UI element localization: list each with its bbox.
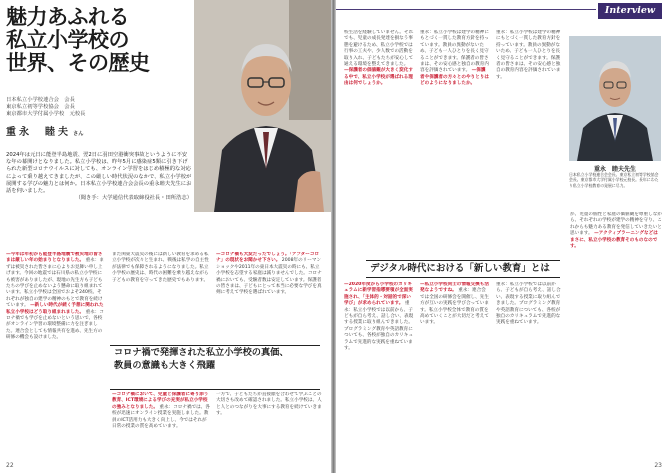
body-column-1 [344, 30, 414, 255]
section-tag: Interview [598, 3, 662, 19]
article-title [6, 6, 196, 75]
section-header [336, 0, 668, 20]
answer-text: 重永：私立小学校では以前から、子どもが自ら考え、話し合い、表現する授業に取り組んできました。プログラミング教育や英語教育についても、各校が独自のカリキュラムで先進的な実践を重ねています。 [496, 282, 561, 326]
interviewee-affiliations [6, 97, 85, 118]
interviewee-photo [194, 0, 331, 212]
interviewee-photo-illustration [194, 0, 331, 212]
portrait-caption-bio: 日本私立小学校連合会会長。東京私立初等学校協会会長。東京都市大学付属小学校元校長。長年にわたり私立小学校教育の発展に尽力。 [569, 172, 659, 188]
answer-text: 2008年のリーマンショックや2011年の東日本大震災の時にも、私立小学校を志望する家庭は減りませんでした。コロナ禍においても、受験者数は安定しています。保護者の皆さまは、子どもにとって本当に必要な学びを真剣に考えて学校を選ばれています。 [216, 258, 322, 296]
answer-text: 重永：私立小学校では以前から、子どもが自ら考え、話し合い、表現する授業に取り組んできました。プログラミング教育や英語教育についても、各校が独自のカリキュラムで先進的な実践を重ねています。 [344, 301, 414, 352]
answer-text: 重永：コロナ禍でも学びを止めないという思いで、各校がオンライン学習の環境整備に力を注ぎました。連合会としても情報共有を進め、先生方の研修の機会も設けました。 [6, 309, 104, 341]
title-line-3: 世界、その歴史 [6, 50, 150, 75]
body-column-2 [420, 30, 490, 255]
question-text: —新しい時代が続く予想に関われた私立小学校はどう取り組まれました。 [6, 303, 104, 315]
body-column-5 [420, 282, 490, 462]
page-number-right: 23 [654, 462, 662, 469]
body-column-3 [216, 252, 324, 342]
header-rule [336, 9, 596, 10]
answer-text: 重永：私立小学校は建学の精神にもとづく一貫した教育方針を持っています。教員の異動がないため、子ども一人ひとりを長く見守ることができます。保護者の皆さまは、その安心感と独自の教育内容を評価されています。 [496, 30, 561, 80]
left-page [0, 0, 331, 473]
lead-paragraph [6, 152, 192, 202]
interviewee-name [6, 123, 84, 138]
section-heading [110, 345, 320, 390]
answer-text: 重永：まずは被災された皆さまに心よりお見舞い申し上げます。今回の地震では石川県の私立小学校にも被害がありましたが、現地の先生方も子どもたちの学びを止めないよう懸命に取り組まれています。私立小学校は全国でおよそ240校。それぞれが独自の建学の精神のもとで教育を続けています。 [6, 258, 104, 309]
lead-text: 2024年は元日に能登半島地震、翌2日に羽田空港衝突事故というように不安な年の幕開けとなりました。私立小学校は、昨年5月に感染症5類に引き下げられた新型コロナウイルスに対しても、オンライン学習をはじめ積極的な対応によって乗り越えてきましたが、この厳しい時代状況のなかで、私立小学校が展開する学びの魅力とは何か。日本私立小学校連合会会長の重永睦夫先生にお話を伺いました。 [6, 152, 192, 195]
body-column-3 [496, 30, 564, 255]
answer-text: が、児童の個性と家庭の価値観を尊重しながら、それぞれの学校が建学の精神を守り、これからも魅力ある教育を発信していきたいと思います。 [570, 212, 662, 237]
interviewee-honorific: さん [73, 131, 84, 137]
answer-text: 重永：連合会では全国の研修会を開催し、先生方が互いの実践を学び合っています。私立小学校全体で教育の質を高めていくことが大切だと考えています。 [420, 288, 489, 326]
section-heading-line-1: コロナ禍で発揮された私立小学校の真価、 [114, 347, 289, 358]
body-column-2 [112, 252, 210, 342]
question-text: —コロナ禍において、児童と保護者に寄り添う教育、ICT環境による学びの充実が私立小学校の強みとなりました。 [112, 392, 209, 410]
question-text: —コロナ禍も大変だったでしょう。「アフターコロナ」の現状をお聞かせ下さい。 [216, 252, 320, 264]
page-number-left: 22 [6, 462, 14, 469]
answer-text: 校生活を経験していません。それでも、児童の成長発達を損なう事態を避けるため、私立小学校では行事の工夫や、少人数での活動を取り入れ、子どもたちが安心して通える環境を整えてきました。 [344, 30, 414, 68]
question-text: —アクティブラーニングなどはまさに、私立小学校の教育そのものなのです。 [570, 231, 658, 250]
affiliation-line: 日本私立小学校連合会 会長 [6, 97, 75, 103]
body-column-4 [112, 392, 210, 460]
answer-text: 一方で、子どもたちが直接顔を合わせて学ぶことの大切さも改めて確認されました。私立小学校は、人と人とのつながりを大事にする教育を続けていきます。 [216, 392, 322, 417]
question-text: —今年は年初から能登半島地震で被災地の皆さまは厳しい年の始まりとなりました。 [6, 252, 103, 264]
question-text: —保護者の価値観が大きく変化する中で、私立小学校が選ばれる理由は何でしょうか。 [344, 68, 413, 87]
body-column-7 [570, 212, 662, 462]
interviewee-portrait-illustration [569, 36, 661, 161]
body-column-6 [496, 282, 564, 462]
title-line-2: 私立小学校の [6, 27, 129, 52]
answer-text: 重永：私立小学校は建学の精神にもとづく一貫した教育方針を持っています。教員の異動がないため、子ども一人ひとりを長く見守ることができます。保護者の皆さまは、その安心感と独自の教育内容を評価されています。 [420, 30, 489, 74]
affiliation-line: 東京私立初等学校協会 会長 [6, 104, 75, 110]
question-text: —2020年度から小学校のカリキュラムに新学習指導要領が全面実施され、「主体的・対話的で深い学び」が求められています。 [344, 282, 413, 307]
body-column-5 [216, 392, 324, 460]
question-text: —私立小学校同士の情報交換も活発なようですね。 [420, 282, 489, 294]
portrait-caption-name: 重永 睦夫先生 [593, 166, 636, 173]
body-column-4 [344, 282, 414, 462]
body-column-1 [6, 252, 104, 462]
title-line-1: 魅力あふれる [6, 4, 129, 29]
interviewee-portrait [569, 36, 661, 161]
answer-text: 重永：コロナ禍では、各校が迅速にオンライン授業を実施しました。教員のICT活用力も大きく向上し、今ではそれが日常の授業の質を高めています。 [112, 404, 210, 430]
lead-listener-credit: （聞き手：大学通信代表取締役社長・田所浩志） [75, 195, 192, 202]
section-heading-line-2: 教員の意識も大きく飛躍 [114, 360, 216, 371]
right-page [336, 0, 668, 473]
interviewee-name-text: 重永 睦夫 [6, 127, 71, 138]
affiliation-line: 東京都市大学付属小学校 元校長 [6, 111, 86, 117]
answer-text: また関東大震災の後には新しい教育を求める私立小学校が次々と生まれ、戦後は私学の自主性が法律でも保障されるようになりました。私立小学校の歴史は、時代の困難を乗り越えながら子どもの教育を守ってきた歴史でもあります。 [112, 252, 209, 283]
question-text: —保護者や保護者の方々とのやりとりはどのようになりましたか。 [420, 68, 489, 87]
section-heading: デジタル時代における「新しい教育」とは [366, 260, 560, 278]
